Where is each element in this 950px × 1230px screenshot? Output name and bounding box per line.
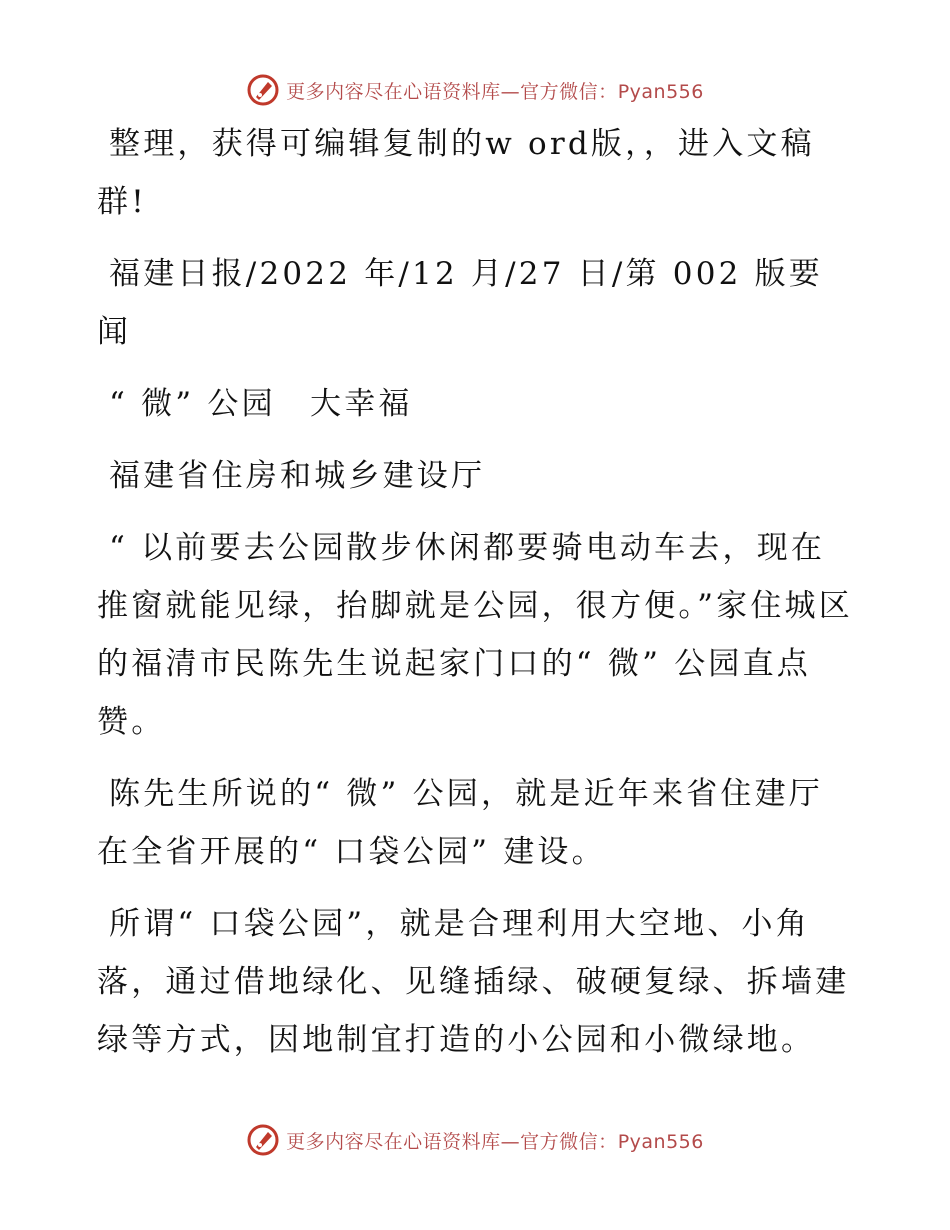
watermark-footer [0, 1120, 950, 1160]
paragraph-body-2: 陈先生所说的“ 微” 公园，就是近年来省住建厅在全省开展的“ 口袋公园” 建设。 [97, 776, 824, 870]
watermark-separator: — [500, 80, 521, 103]
watermark-text [286, 1127, 704, 1154]
pen-nib-circle-icon [246, 1123, 280, 1157]
paragraph-body-3: 所谓“ 口袋公园”，就是合理利用大空地、小角落，通过借地绿化、见缝插绿、破硬复绿、拆墙建绿等方式，因地制宜打造的小公园和小微绿地。 [97, 906, 850, 1058]
pen-nib-circle-icon [246, 73, 280, 107]
watermark-main-text: 更多内容尽在心语资料库 [286, 1130, 501, 1153]
paragraph-source: 福建日报/2022 年/12 月/27 日/第 002 版要闻 [97, 256, 824, 350]
watermark-official-label: 官方微信： [520, 80, 618, 103]
paragraph-notice: 整理，获得可编辑复制的w ord版，，进入文稿群! [97, 126, 815, 220]
document-body [97, 115, 857, 1083]
watermark-separator: — [500, 1130, 521, 1153]
watermark-official-label: 官方微信： [520, 1130, 618, 1153]
watermark-main-text: 更多内容尽在心语资料库 [286, 80, 501, 103]
article-author: 福建省住房和城乡建设厅 [109, 458, 486, 494]
watermark-text [286, 77, 704, 104]
watermark-wechat-id: Pyan556 [617, 1130, 704, 1153]
watermark-wechat-id: Pyan556 [617, 80, 704, 103]
paragraph-body-1: “ 以前要去公园散步休闲都要骑电动车去，现在推窗就能见绿，抬脚就是公园，很方便。”家住城区的福清市民陈先生说起家门口的“ 微” 公园直点赞。 [97, 530, 853, 740]
article-title: “ 微” 公园 大幸福 [109, 386, 413, 422]
watermark-header [0, 70, 950, 110]
